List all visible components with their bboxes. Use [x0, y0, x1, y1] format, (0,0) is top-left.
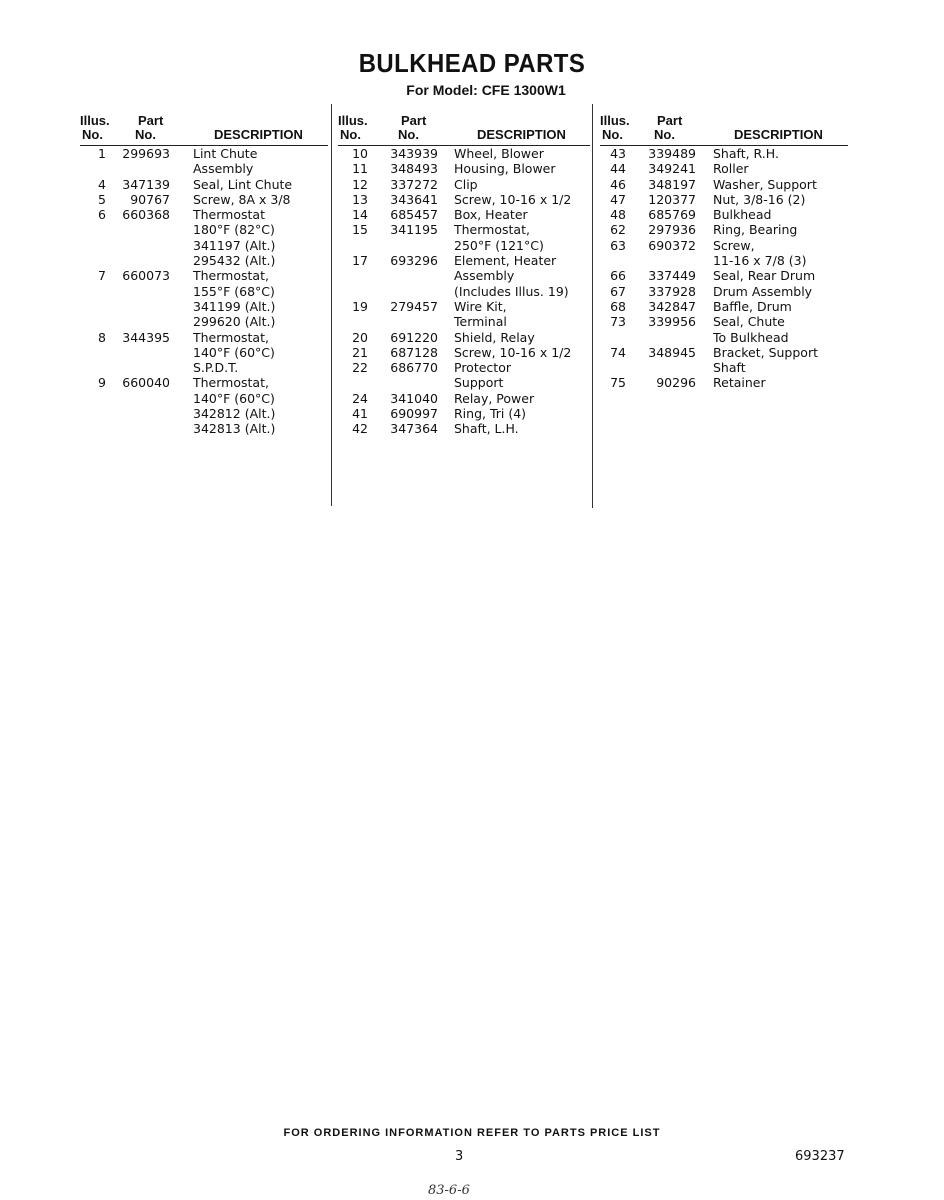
illus-number: 5	[98, 191, 106, 207]
part-number: 343641	[390, 191, 438, 207]
parts-list	[338, 146, 590, 437]
illus-number: 74	[610, 344, 626, 360]
illus-number: 44	[610, 161, 626, 177]
ordering-note: FOR ORDERING INFORMATION REFER TO PARTS PRICE LIST	[283, 1127, 661, 1139]
part-number: 347139	[122, 176, 170, 192]
illus-number: 73	[610, 314, 626, 330]
part-no-header	[135, 114, 163, 142]
part-description: Drum Assembly	[713, 283, 813, 299]
part-description: Seal, Lint Chute	[193, 176, 293, 192]
part-description: Element, Heater	[454, 253, 557, 269]
part-description: Screw, 8A x 3/8	[193, 191, 291, 207]
illus-no-header	[80, 114, 110, 142]
parts-row	[338, 253, 590, 268]
part-description: Lint Chute	[193, 146, 258, 161]
illus-number: 66	[610, 268, 626, 284]
parts-row	[80, 421, 328, 436]
illus-number: 47	[610, 191, 626, 207]
part-number: 685457	[390, 207, 438, 223]
illus-number: 46	[610, 176, 626, 192]
part-description: Thermostat,	[193, 268, 269, 284]
part-description: Screw,	[713, 237, 755, 253]
part-number: 299693	[122, 146, 170, 161]
illus-number: 14	[352, 207, 368, 223]
illus-number: 42	[352, 421, 368, 437]
part-number: 297936	[648, 222, 696, 238]
part-number: 349241	[648, 161, 696, 177]
parts-row	[338, 360, 590, 375]
part-number: 90767	[130, 191, 170, 207]
parts-row	[338, 177, 590, 192]
illus-number: 12	[352, 176, 368, 192]
parts-row	[80, 299, 328, 314]
illus-number: 62	[610, 222, 626, 238]
parts-list	[600, 146, 848, 391]
part-number: 344395	[122, 329, 170, 345]
parts-row	[600, 146, 848, 161]
illus-number: 8	[98, 329, 106, 345]
part-number: 339956	[648, 314, 696, 330]
part-description: Protector	[454, 360, 511, 376]
part-number: 348945	[648, 344, 696, 360]
parts-row	[600, 314, 848, 329]
parts-row	[600, 207, 848, 222]
part-description: Wheel, Blower	[454, 146, 544, 161]
parts-row	[338, 146, 590, 161]
illus-number: 11	[352, 161, 368, 177]
illus-number: 15	[352, 222, 368, 238]
column-divider	[331, 104, 332, 506]
part-no-header	[654, 114, 682, 142]
illus-no-header	[600, 114, 630, 142]
part-description: Baffle, Drum	[713, 298, 792, 314]
parts-column-2	[338, 112, 590, 437]
part-header-line1: Part	[401, 113, 427, 128]
description-header: DESCRIPTION	[214, 127, 303, 142]
part-description: Roller	[713, 161, 749, 177]
parts-row	[338, 161, 590, 176]
column-header	[338, 112, 590, 146]
part-description: Housing, Blower	[454, 161, 556, 177]
part-description: 341197 (Alt.)	[193, 237, 276, 253]
part-header-line2: No.	[135, 127, 156, 142]
parts-row	[338, 391, 590, 406]
part-description: Ring, Bearing	[713, 222, 798, 238]
part-description: Bulkhead	[713, 207, 772, 223]
illus-header-line1: Illus.	[600, 113, 630, 128]
parts-row	[338, 345, 590, 360]
parts-row	[80, 177, 328, 192]
part-description: Terminal	[454, 314, 507, 330]
parts-row	[80, 314, 328, 329]
illus-number: 75	[610, 375, 626, 391]
parts-row	[338, 268, 590, 283]
illus-number: 19	[352, 298, 368, 314]
illus-header-line2: No.	[82, 127, 103, 142]
illus-number: 24	[352, 390, 368, 406]
parts-row	[80, 238, 328, 253]
part-number: 342847	[648, 298, 696, 314]
parts-row	[600, 345, 848, 360]
part-description: 140°F (60°C)	[193, 344, 275, 360]
parts-row	[338, 330, 590, 345]
part-number: 690372	[648, 237, 696, 253]
illus-number: 21	[352, 344, 368, 360]
parts-row	[338, 299, 590, 314]
part-description: Seal, Rear Drum	[713, 268, 816, 284]
part-number: 660368	[122, 207, 170, 223]
parts-row	[338, 222, 590, 237]
parts-row	[600, 360, 848, 375]
page-number: 3	[455, 1149, 464, 1164]
part-description: 342813 (Alt.)	[193, 421, 276, 437]
parts-row	[600, 268, 848, 283]
illus-number: 63	[610, 237, 626, 253]
part-number: 120377	[648, 191, 696, 207]
part-number: 348197	[648, 176, 696, 192]
part-number: 685769	[648, 207, 696, 223]
illus-number: 67	[610, 283, 626, 299]
part-no-header	[398, 114, 426, 142]
parts-column-3	[600, 112, 848, 391]
parts-row	[600, 222, 848, 237]
parts-row	[338, 314, 590, 329]
part-number: 691220	[390, 329, 438, 345]
illus-number: 68	[610, 298, 626, 314]
part-description: 295432 (Alt.)	[193, 253, 276, 269]
parts-row	[80, 284, 328, 299]
parts-row	[338, 284, 590, 299]
part-description: Clip	[454, 176, 478, 192]
illus-header-line1: Illus.	[80, 113, 110, 128]
part-description: Relay, Power	[454, 390, 535, 406]
column-header	[80, 112, 328, 146]
parts-row	[338, 406, 590, 421]
column-divider	[592, 104, 593, 508]
parts-row	[600, 192, 848, 207]
part-description: 180°F (82°C)	[193, 222, 275, 238]
parts-row	[600, 375, 848, 390]
part-header-line2: No.	[654, 127, 675, 142]
illus-header-line1: Illus.	[338, 113, 368, 128]
part-description: Support	[454, 375, 504, 391]
parts-row	[600, 161, 848, 176]
illus-number: 22	[352, 360, 368, 376]
part-number: 343939	[390, 146, 438, 161]
illus-number: 41	[352, 406, 368, 422]
part-description: Thermostat,	[193, 329, 269, 345]
parts-row	[600, 284, 848, 299]
part-number: 341195	[390, 222, 438, 238]
part-description: (Includes Illus. 19)	[454, 283, 569, 299]
part-description: Assembly	[454, 268, 515, 284]
parts-row	[600, 330, 848, 345]
parts-row	[80, 192, 328, 207]
part-description: Ring, Tri (4)	[454, 406, 527, 422]
parts-row	[338, 238, 590, 253]
illus-number: 43	[610, 146, 626, 161]
illus-number: 20	[352, 329, 368, 345]
part-number: 660040	[122, 375, 170, 391]
illus-number: 13	[352, 191, 368, 207]
part-description: Thermostat	[193, 207, 265, 223]
parts-row	[80, 391, 328, 406]
illus-number: 6	[98, 207, 106, 223]
part-description: Retainer	[713, 375, 766, 391]
part-description: Screw, 10-16 x 1/2	[454, 191, 572, 207]
part-description: 155°F (68°C)	[193, 283, 275, 299]
page-title: BULKHEAD PARTS	[358, 48, 586, 78]
part-description: Screw, 10-16 x 1/2	[454, 344, 572, 360]
parts-row	[338, 421, 590, 436]
parts-row	[80, 253, 328, 268]
parts-row	[80, 146, 328, 161]
parts-row	[80, 330, 328, 345]
part-number: 341040	[390, 390, 438, 406]
part-description: 299620 (Alt.)	[193, 314, 276, 330]
illus-number: 10	[352, 146, 368, 161]
part-description: Nut, 3/8-16 (2)	[713, 191, 806, 207]
part-description: Thermostat,	[454, 222, 530, 238]
part-description: Shaft, R.H.	[713, 146, 779, 161]
part-number: 90296	[656, 375, 696, 391]
parts-row	[600, 253, 848, 268]
part-number: 690997	[390, 406, 438, 422]
part-description: 140°F (60°C)	[193, 390, 275, 406]
illus-number: 1	[98, 146, 106, 161]
part-number: 337928	[648, 283, 696, 299]
parts-row	[80, 222, 328, 237]
parts-row	[338, 192, 590, 207]
part-description: To Bulkhead	[713, 329, 789, 345]
illus-number: 48	[610, 207, 626, 223]
part-description: Shaft	[713, 360, 746, 376]
parts-row	[80, 406, 328, 421]
part-number: 337272	[390, 176, 438, 192]
part-description: Washer, Support	[713, 176, 817, 192]
parts-row	[600, 299, 848, 314]
part-number: 687128	[390, 344, 438, 360]
illus-number: 7	[98, 268, 106, 284]
part-number: 347364	[390, 421, 438, 437]
parts-row	[600, 238, 848, 253]
parts-row	[80, 375, 328, 390]
illus-number: 17	[352, 253, 368, 269]
part-description: Assembly	[193, 161, 254, 177]
description-header: DESCRIPTION	[734, 127, 823, 142]
illus-header-line2: No.	[340, 127, 361, 142]
parts-list	[80, 146, 328, 437]
description-header: DESCRIPTION	[477, 127, 566, 142]
parts-row	[80, 268, 328, 283]
part-description: 250°F (121°C)	[454, 237, 544, 253]
part-number: 686770	[390, 360, 438, 376]
part-header-line1: Part	[657, 113, 683, 128]
part-description: Bracket, Support	[713, 344, 818, 360]
document-number: 693237	[795, 1149, 845, 1164]
parts-row	[600, 177, 848, 192]
part-header-line2: No.	[398, 127, 419, 142]
column-header	[600, 112, 848, 146]
part-number: 339489	[648, 146, 696, 161]
parts-row	[80, 360, 328, 375]
part-description: Shaft, L.H.	[454, 421, 519, 437]
handwritten-note: 83-6-6	[428, 1183, 470, 1198]
part-description: S.P.D.T.	[193, 360, 239, 376]
part-description: Seal, Chute	[713, 314, 785, 330]
illus-number: 9	[98, 375, 106, 391]
part-header-line1: Part	[138, 113, 164, 128]
part-description: 342812 (Alt.)	[193, 406, 276, 422]
illus-no-header	[338, 114, 368, 142]
part-description: Shield, Relay	[454, 329, 535, 345]
part-number: 348493	[390, 161, 438, 177]
part-number: 660073	[122, 268, 170, 284]
part-number: 279457	[390, 298, 438, 314]
parts-column-1	[80, 112, 328, 437]
part-description: 11-16 x 7/8 (3)	[713, 253, 807, 269]
illus-number: 4	[98, 176, 106, 192]
parts-row	[80, 207, 328, 222]
parts-row	[80, 345, 328, 360]
part-description: Wire Kit,	[454, 298, 507, 314]
part-number: 693296	[390, 253, 438, 269]
part-description: 341199 (Alt.)	[193, 298, 276, 314]
parts-row	[338, 375, 590, 390]
illus-header-line2: No.	[602, 127, 623, 142]
part-description: Thermostat,	[193, 375, 269, 391]
parts-row	[338, 207, 590, 222]
parts-row	[80, 161, 328, 176]
part-number: 337449	[648, 268, 696, 284]
part-description: Box, Heater	[454, 207, 528, 223]
model-subtitle: For Model: CFE 1300W1	[406, 82, 566, 98]
